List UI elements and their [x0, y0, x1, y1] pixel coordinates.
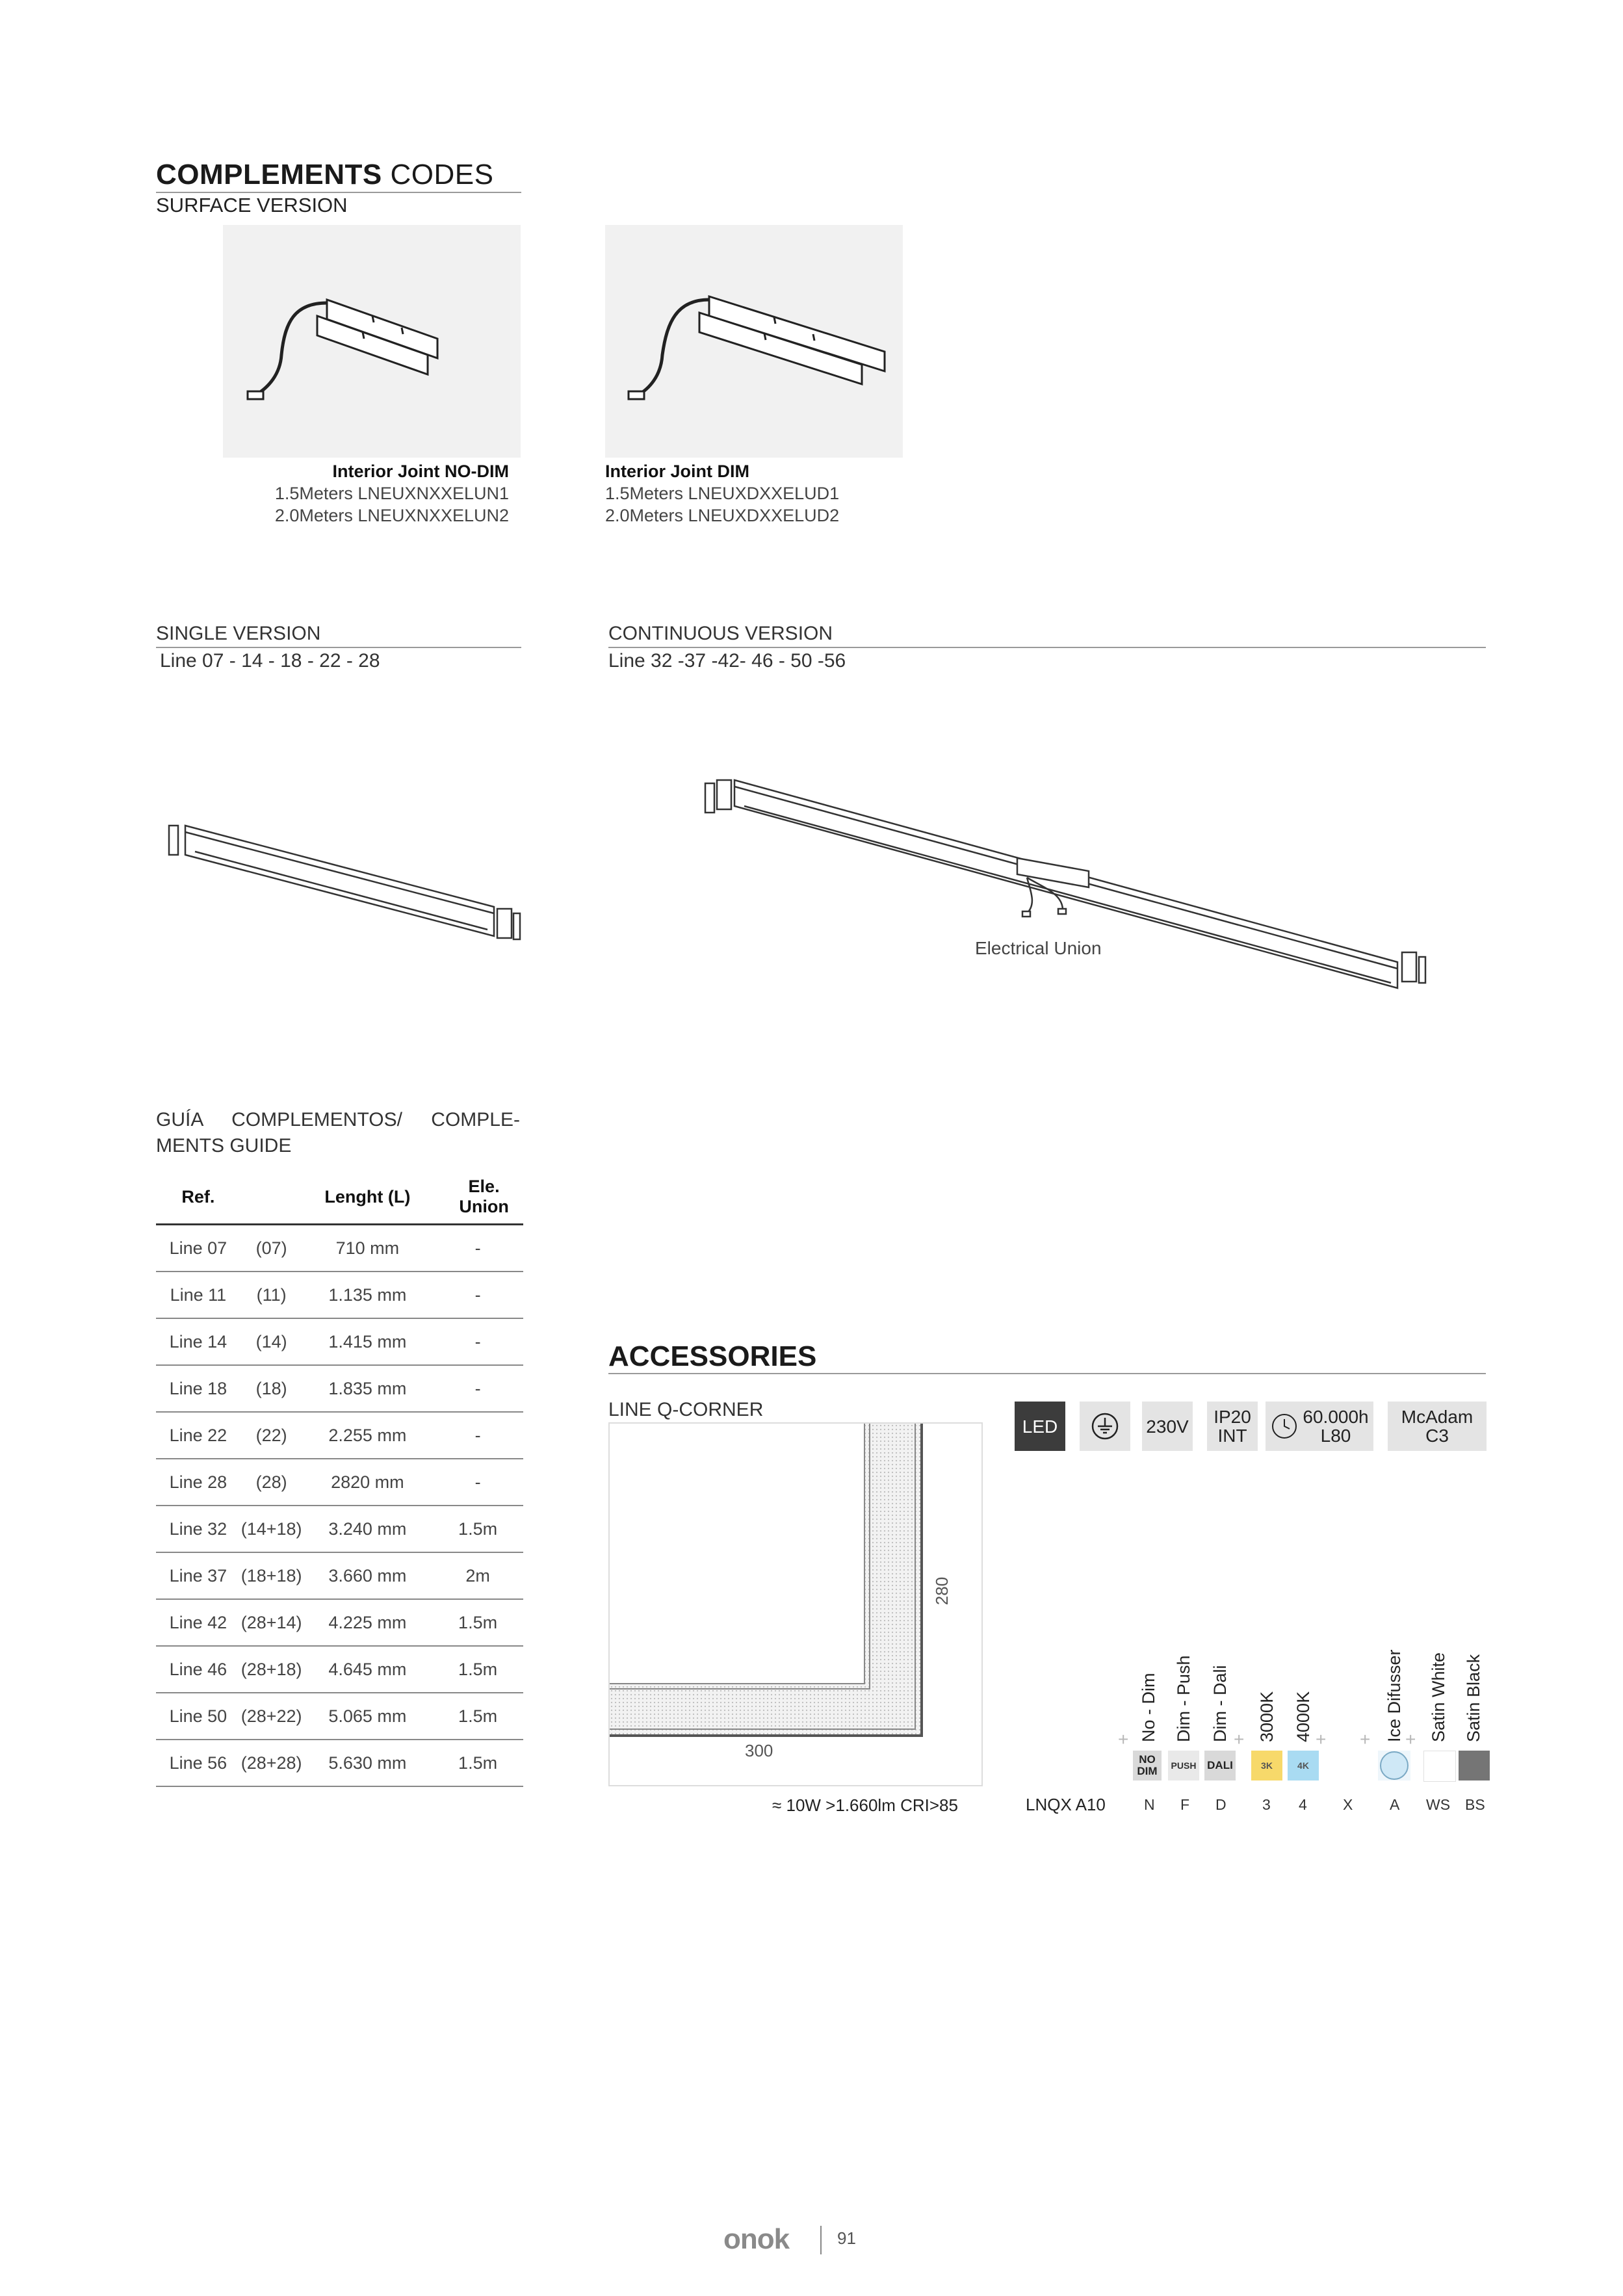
table-header-row	[156, 1170, 523, 1225]
table-row: Line 11 (11) 1.135 mm -	[156, 1272, 523, 1318]
option-dim-push: Dim - Push	[1174, 1655, 1193, 1742]
lifetime-badge	[1266, 1402, 1373, 1451]
ip-location: INT	[1217, 1426, 1247, 1446]
divider	[608, 1373, 1486, 1374]
product-name: LINE Q-CORNER	[608, 1399, 764, 1420]
option-3000k: 3000K	[1257, 1691, 1277, 1742]
joint-nodim-image	[223, 225, 521, 458]
subtitle-surface-version: SURFACE VERSION	[156, 194, 348, 216]
code-ws: WS	[1426, 1796, 1451, 1813]
page-number: 91	[837, 2228, 856, 2248]
code-f: F	[1180, 1796, 1190, 1813]
section-title-complements	[156, 159, 493, 191]
chip-dali: DALI	[1204, 1751, 1236, 1781]
option-satin-black: Satin Black	[1464, 1654, 1483, 1742]
footer-divider	[820, 2226, 822, 2254]
mcadam-label: McAdam	[1401, 1407, 1474, 1427]
mcadam-badge	[1388, 1402, 1487, 1451]
plus-icon: +	[1118, 1729, 1129, 1749]
lifetime-l80: L80	[1320, 1426, 1351, 1446]
header-code	[240, 1170, 303, 1225]
chip-4k: 4K	[1288, 1751, 1319, 1781]
voltage-badge: 230V	[1142, 1402, 1193, 1451]
table-row: Line 32 (14+18) 3.240 mm 1.5m	[156, 1506, 523, 1552]
table-row: Line 28 (28) 2820 mm -	[156, 1459, 523, 1506]
option-dim-dali: Dim - Dali	[1210, 1665, 1230, 1742]
table-row: Line 14 (14) 1.415 mm -	[156, 1318, 523, 1365]
joint-nodim-code-1: 1.5Meters LNEUXNXXELUN1	[274, 484, 509, 503]
table-row: Line 42 (28+14) 4.225 mm 1.5m	[156, 1599, 523, 1646]
plus-icon: +	[1405, 1729, 1416, 1749]
code-3: 3	[1262, 1796, 1271, 1813]
header-ref: Ref.	[156, 1170, 240, 1225]
led-badge: LED	[1015, 1402, 1065, 1451]
clock-icon	[1270, 1412, 1299, 1441]
ip-rating: IP20	[1214, 1407, 1251, 1427]
chip-push: PUSH	[1168, 1751, 1199, 1781]
table-row: Line 37 (18+18) 3.660 mm 2m	[156, 1552, 523, 1599]
plus-icon: +	[1360, 1729, 1371, 1749]
single-version-drawing	[156, 806, 533, 962]
joint-nodim-code-2: 2.0Meters LNEUXNXXELUN2	[274, 506, 509, 525]
joint-dim-name: Interior Joint DIM	[605, 462, 749, 481]
code-x: X	[1343, 1796, 1353, 1813]
divider	[608, 647, 1486, 648]
satin-white-swatch	[1423, 1751, 1456, 1782]
satin-black-swatch	[1459, 1751, 1490, 1781]
title-bold: COMPLEMENTS	[156, 159, 382, 190]
chip-no-dim: NO DIM	[1133, 1751, 1162, 1781]
code-n: N	[1144, 1796, 1155, 1813]
complements-guide-table	[156, 1170, 523, 1787]
header-length: Lenght (L)	[303, 1170, 433, 1225]
table-row: Line 22 (22) 2.255 mm -	[156, 1412, 523, 1459]
header-union: Ele. Union	[432, 1170, 523, 1225]
option-no-dim: No - Dim	[1139, 1673, 1158, 1742]
table-row: Line 18 (18) 1.835 mm -	[156, 1365, 523, 1412]
code-bs: BS	[1465, 1796, 1485, 1813]
table-row: Line 50 (28+22) 5.065 mm 1.5m	[156, 1693, 523, 1740]
code-d: D	[1215, 1796, 1227, 1813]
continuous-version-title: CONTINUOUS VERSION	[608, 623, 833, 644]
earth-ground-icon	[1080, 1402, 1130, 1451]
single-version-lines: Line 07 - 14 - 18 - 22 - 28	[160, 650, 380, 672]
option-4000k: 4000K	[1293, 1691, 1313, 1742]
mcadam-step: C3	[1425, 1426, 1449, 1446]
table-row: Line 56 (28+28) 5.630 mm 1.5m	[156, 1740, 523, 1786]
option-ice-difusser: Ice Difusser	[1384, 1649, 1404, 1742]
dimension-vertical: 280	[932, 1576, 952, 1606]
continuous-version-lines: Line 32 -37 -42- 46 - 50 -56	[608, 650, 846, 672]
joint-dim-code-2: 2.0Meters LNEUXDXXELUD2	[605, 506, 840, 525]
section-title-accessories: ACCESSORIES	[608, 1340, 817, 1372]
guide-title: GUÍA COMPLEMENTOS/ COMPLE- MENTS GUIDE	[156, 1109, 520, 1156]
plus-icon: +	[1316, 1729, 1327, 1749]
chip-3k: 3K	[1251, 1751, 1282, 1781]
dimension-horizontal: 300	[745, 1741, 773, 1760]
joint-dim-caption	[605, 460, 891, 527]
joint-nodim-name: Interior Joint NO-DIM	[332, 462, 509, 481]
table-row: Line 07 (07) 710 mm -	[156, 1225, 523, 1272]
q-corner-drawing	[608, 1422, 983, 1786]
electrical-union-label: Electrical Union	[975, 938, 1102, 958]
performance-specs: ≈ 10W >1.660lm CRI>85	[772, 1795, 958, 1815]
code-a: A	[1390, 1796, 1400, 1813]
joint-dim-code-1: 1.5Meters LNEUXDXXELUD1	[605, 484, 840, 503]
title-light: CODES	[390, 159, 494, 190]
brand-logo: onok	[723, 2223, 790, 2255]
code-prefix: LNQX A10	[1026, 1795, 1106, 1814]
option-satin-white: Satin White	[1429, 1652, 1448, 1742]
lifetime-hours: 60.000h	[1303, 1407, 1369, 1427]
joint-dim-image	[605, 225, 903, 458]
divider	[156, 192, 521, 193]
single-version-title: SINGLE VERSION	[156, 623, 321, 644]
table-row: Line 46 (28+18) 4.645 mm 1.5m	[156, 1646, 523, 1693]
ip-rating-badge	[1207, 1402, 1258, 1451]
ice-difusser-swatch	[1378, 1751, 1410, 1781]
continuous-version-drawing	[699, 774, 1433, 995]
joint-nodim-caption	[223, 460, 509, 527]
divider	[156, 647, 521, 648]
plus-icon: +	[1234, 1729, 1245, 1749]
code-4: 4	[1299, 1796, 1307, 1813]
